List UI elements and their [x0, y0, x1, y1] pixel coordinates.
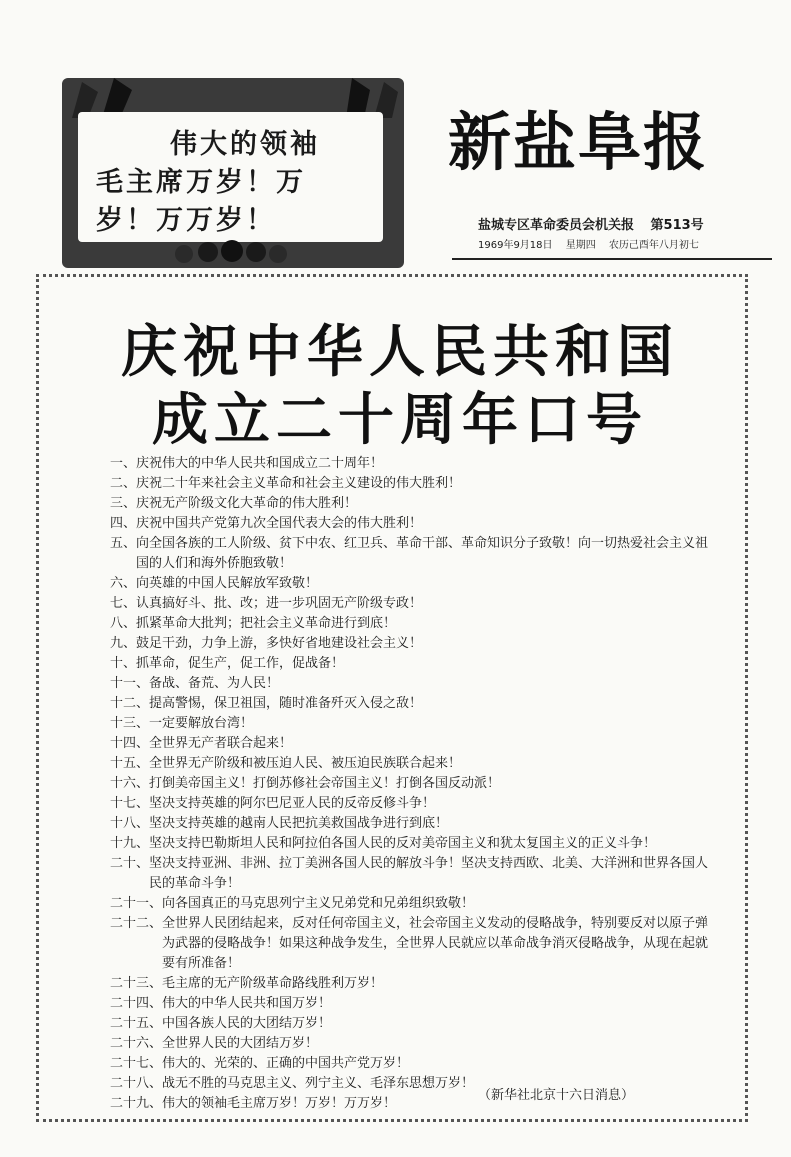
- slogan-item: [110, 814, 710, 834]
- slogan-text: 提高警惕，保卫祖国，随时准备歼灭入侵之敌！: [149, 696, 423, 711]
- slogan-number: 二十、: [110, 856, 150, 871]
- banner-line-1: 伟大的领袖: [170, 129, 320, 160]
- slogan-number: 十三、: [110, 716, 150, 731]
- slogan-item: [110, 974, 710, 994]
- slogan-number: 十七、: [110, 796, 150, 811]
- slogan-text: 伟大的、光荣的、正确的中国共产党万岁！: [162, 1056, 410, 1071]
- slogan-number: 二十二、: [110, 916, 163, 931]
- slogan-number: 八、: [110, 616, 137, 631]
- masthead-dates: [478, 236, 709, 251]
- slogan-text: 坚决支持亚洲、非洲、拉丁美洲各国人民的解放斗争！坚决支持西欧、北美、大洋洲和世界各国人民的革命斗争！: [149, 856, 709, 891]
- slogan-number: 十四、: [110, 736, 150, 751]
- slogan-text: 向英雄的中国人民解放军致敬！: [136, 576, 319, 591]
- slogan-text: 庆祝伟大的中华人民共和国成立二十周年！: [136, 456, 384, 471]
- slogan-text: 庆祝二十年来社会主义革命和社会主义建设的伟大胜利！: [136, 476, 462, 491]
- slogan-text: 中国各族人民的大团结万岁！: [162, 1016, 332, 1031]
- slogan-number: 二、: [110, 476, 137, 491]
- slogan-text: 全世界人民的大团结万岁！: [162, 1036, 319, 1051]
- slogan-text: 一定要解放台湾！: [149, 716, 254, 731]
- newspaper-title: 新盐阜报: [448, 106, 708, 179]
- slogan-number: 七、: [110, 596, 137, 611]
- slogan-number: 十五、: [110, 756, 150, 771]
- slogan-text: 认真搞好斗、批、改；进一步巩固无产阶级专政！: [136, 596, 423, 611]
- slogan-number: 十九、: [110, 836, 150, 851]
- slogan-item: [110, 454, 710, 474]
- slogan-item: [110, 474, 710, 494]
- publication-date: 1969年9月18日: [478, 240, 553, 251]
- slogan-item: [110, 1054, 710, 1074]
- slogan-number: 二十六、: [110, 1036, 163, 1051]
- slogan-item: [110, 514, 710, 534]
- slogan-item: [110, 674, 710, 694]
- slogan-number: 二十九、: [110, 1096, 163, 1111]
- slogan-list: [110, 454, 710, 1114]
- slogan-text: 打倒美帝国主义！打倒苏修社会帝国主义！打倒各国反动派！: [149, 776, 501, 791]
- slogan-item: [110, 774, 710, 794]
- slogan-number: 二十一、: [110, 896, 163, 911]
- slogan-text: 备战、备荒、为人民！: [149, 676, 280, 691]
- issue-number: 第513号: [650, 218, 704, 233]
- slogan-number: 十六、: [110, 776, 150, 791]
- slogan-number: 十二、: [110, 696, 150, 711]
- publisher: 盐城专区革命委员会机关报: [478, 218, 635, 233]
- slogan-item: [110, 614, 710, 634]
- slogan-text: 抓革命，促生产，促工作，促战备！: [136, 656, 345, 671]
- slogan-item: [110, 734, 710, 754]
- slogan-item: [110, 994, 710, 1014]
- slogan-number: 一、: [110, 456, 137, 471]
- slogan-item: [110, 834, 710, 854]
- slogan-text: 全世界无产者联合起来！: [149, 736, 293, 751]
- slogan-number: 四、: [110, 516, 137, 531]
- slogan-item: [110, 1034, 710, 1054]
- slogan-number: 九、: [110, 636, 137, 651]
- slogan-item: [110, 574, 710, 594]
- banner-line-2: 毛主席万岁！万: [96, 167, 306, 198]
- slogan-item: [110, 754, 710, 774]
- slogan-number: 六、: [110, 576, 137, 591]
- slogan-item: [110, 534, 710, 574]
- masthead-info: [478, 214, 704, 233]
- slogan-item: [110, 594, 710, 614]
- headline-line-2: 成立二十周年口号: [152, 388, 648, 453]
- slogan-text: 庆祝无产阶级文化大革命的伟大胜利！: [136, 496, 358, 511]
- slogan-number: 二十五、: [110, 1016, 163, 1031]
- headline-line-1: 庆祝中华人民共和国: [121, 320, 679, 385]
- masthead-divider: [452, 258, 772, 260]
- slogan-number: 二十三、: [110, 976, 163, 991]
- slogan-item: [110, 894, 710, 914]
- slogan-item: [110, 854, 710, 894]
- slogan-text: 向全国各族的工人阶级、贫下中农、红卫兵、革命干部、革命知识分子致敬！向一切热爱社会主义祖国的人们和海外侨胞致敬！: [136, 536, 709, 571]
- slogan-number: 十、: [110, 656, 137, 671]
- slogan-item: [110, 494, 710, 514]
- slogan-text: 鼓足干劲，力争上游，多快好省地建设社会主义！: [136, 636, 423, 651]
- slogan-text: 战无不胜的马克思主义、列宁主义、毛泽东思想万岁！: [162, 1076, 475, 1091]
- slogan-text: 伟大的中华人民共和国万岁！: [162, 996, 332, 1011]
- slogan-text: 坚决支持英雄的越南人民把抗美救国战争进行到底！: [149, 816, 449, 831]
- banner-line-3: 岁！万万岁！: [96, 205, 276, 236]
- slogan-text: 坚决支持巴勒斯坦人民和阿拉伯各国人民的反对美帝国主义和犹太复国主义的正义斗争！: [149, 836, 657, 851]
- slogan-text: 全世界人民团结起来，反对任何帝国主义，社会帝国主义发动的侵略战争，特别要反对以原子弹为武器的侵略战争！如果这种战争发生，全世界人民就应以革命战争消灭侵略战争，从现在起就要有所准备！: [162, 916, 709, 971]
- weekday: 星期四: [565, 240, 596, 251]
- slogan-item: [110, 694, 710, 714]
- slogan-item: [110, 654, 710, 674]
- source-credit: （新华社北京十六日消息）: [478, 1088, 635, 1103]
- slogan-text: 毛主席的无产阶级革命路线胜利万岁！: [162, 976, 384, 991]
- lunar-date: 农历己酉年八月初七: [608, 240, 699, 251]
- slogan-text: 庆祝中国共产党第九次全国代表大会的伟大胜利！: [136, 516, 423, 531]
- slogan-number: 二十八、: [110, 1076, 163, 1091]
- slogan-number: 二十七、: [110, 1056, 163, 1071]
- slogan-text: 向各国真正的马克思列宁主义兄弟党和兄弟组织致敬！: [162, 896, 475, 911]
- slogan-number: 二十四、: [110, 996, 163, 1011]
- slogan-text: 坚决支持英雄的阿尔巴尼亚人民的反帝反修斗争！: [149, 796, 436, 811]
- slogan-item: [110, 1014, 710, 1034]
- slogan-item: [110, 634, 710, 654]
- slogan-text: 全世界无产阶级和被压迫人民、被压迫民族联合起来！: [149, 756, 462, 771]
- slogan-number: 十一、: [110, 676, 150, 691]
- slogan-item: [110, 794, 710, 814]
- slogan-item: [110, 914, 710, 974]
- slogan-item: [110, 714, 710, 734]
- slogan-number: 十八、: [110, 816, 150, 831]
- flower-ornament-icon: [170, 238, 290, 266]
- slogan-text: 抓紧革命大批判；把社会主义革命进行到底！: [136, 616, 397, 631]
- slogan-number: 五、: [110, 536, 137, 551]
- slogan-number: 三、: [110, 496, 137, 511]
- slogan-text: 伟大的领袖毛主席万岁！万岁！万万岁！: [162, 1096, 397, 1111]
